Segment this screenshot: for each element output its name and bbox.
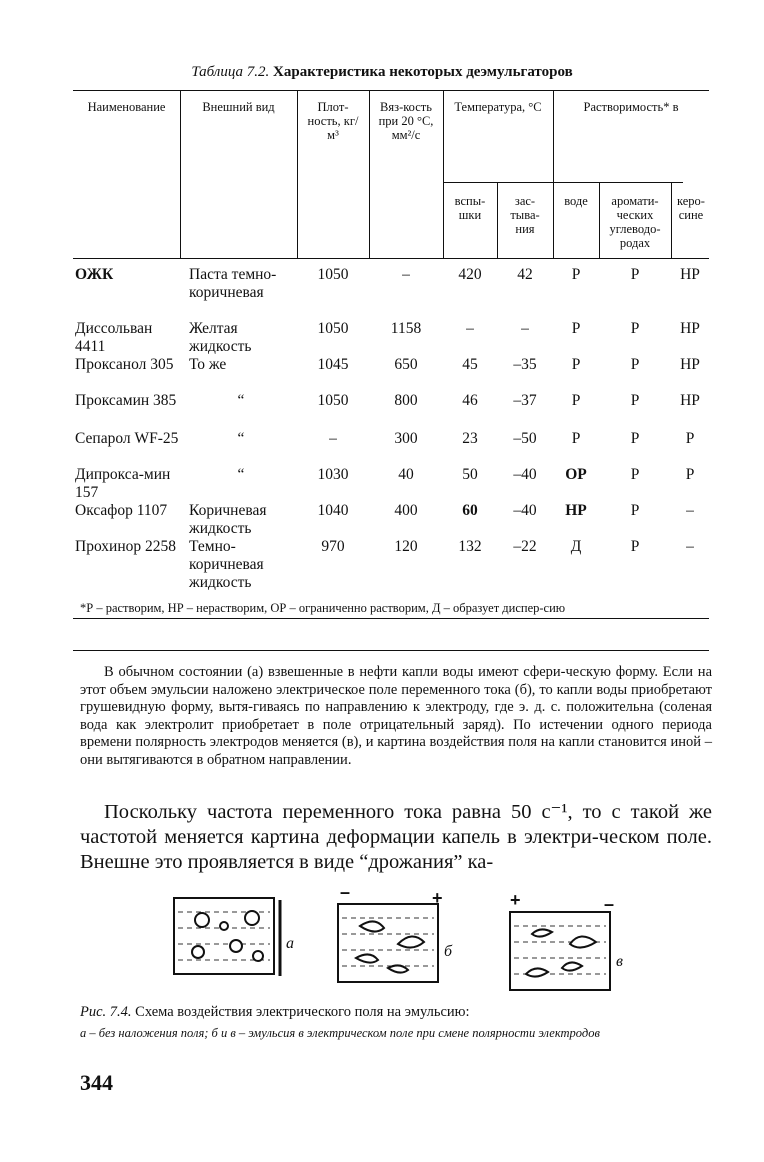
header-freeze: зас-тыва-ния xyxy=(510,194,540,236)
table-bottom-rule xyxy=(73,618,709,619)
cell-kerosene: – xyxy=(686,538,694,555)
cell-water: ОР xyxy=(565,466,587,483)
cell-density: 1050 xyxy=(317,320,349,337)
cell-name: Сепарол WF-25 xyxy=(75,430,179,447)
water-droplet xyxy=(195,913,209,927)
water-droplet xyxy=(253,951,263,961)
cell-flash: – xyxy=(466,320,474,337)
cell-appearance: Желтая жидкость xyxy=(189,320,252,355)
cell-water: Р xyxy=(571,430,581,447)
col-divider xyxy=(443,90,444,258)
body-paragraph-large: Поскольку частота переменного тока равна 50 с⁻¹, то с такой же частотой меняется картина деформации капель в электри-ческом поле. Внешне это проявляется в виде “дрожания” ка- xyxy=(80,801,712,873)
cell-name: Дипрокса-мин 157 xyxy=(75,466,171,501)
water-droplet xyxy=(230,940,242,952)
figure-caption-sub: а – без наложения поля; б и в – эмульсия в электрическом поле при смене полярности электродов xyxy=(80,1026,600,1040)
cell-kerosene: НР xyxy=(680,320,700,337)
header-appearance: Внешний вид xyxy=(202,100,275,114)
col-divider xyxy=(497,182,498,258)
col-divider xyxy=(599,182,600,258)
table-title xyxy=(0,64,764,81)
cell-viscosity: 650 xyxy=(394,356,418,373)
header-temperature: Температура, °С xyxy=(454,100,542,114)
cell-name: Проксанол 305 xyxy=(75,356,174,373)
cell-viscosity: 1158 xyxy=(390,320,422,337)
emulsion-figure xyxy=(160,886,640,996)
cell-density: 1030 xyxy=(317,466,349,483)
cell-flash: 46 xyxy=(462,392,478,409)
pear-droplet xyxy=(532,929,552,936)
cell-viscosity: 800 xyxy=(394,392,418,409)
pear-droplet xyxy=(356,954,378,962)
cell-kerosene: Р xyxy=(685,466,695,483)
figure-caption-text: Схема воздействия электрического поля на эмульсию: xyxy=(135,1004,470,1020)
water-droplet xyxy=(245,911,259,925)
cell-aromatic: Р xyxy=(630,430,640,447)
table-footnote: *Р – растворим, НР – нерастворим, ОР – ограниченно растворим, Д – образует диспер-сию xyxy=(80,601,566,615)
cell-water: НР xyxy=(565,502,587,519)
cell-aromatic: Р xyxy=(630,320,640,337)
pear-droplet xyxy=(570,936,596,947)
cell-density: 1050 xyxy=(317,392,349,409)
pear-droplet xyxy=(398,936,424,947)
cell-appearance: То же xyxy=(189,356,227,373)
cell-appearance: “ xyxy=(237,392,245,409)
cell-appearance: “ xyxy=(237,430,245,447)
cell-aromatic: Р xyxy=(630,466,640,483)
header-viscosity: Вяз-кость при 20 °С, мм²/с xyxy=(378,100,434,142)
col-divider xyxy=(671,182,672,258)
cell-appearance: Паста темно-коричневая xyxy=(189,266,277,301)
header-water: воде xyxy=(564,194,588,208)
panel-a-label: а xyxy=(286,935,294,952)
cell-flash: 132 xyxy=(458,538,482,555)
cell-freeze: –50 xyxy=(513,430,537,447)
cell-kerosene: НР xyxy=(680,266,700,283)
cell-freeze: –40 xyxy=(513,466,537,483)
cell-kerosene: – xyxy=(686,502,694,519)
cell-viscosity: 300 xyxy=(394,430,418,447)
col-divider xyxy=(297,90,298,258)
cell-appearance: “ xyxy=(237,466,245,483)
cell-name: Проксамин 385 xyxy=(75,392,177,409)
cell-water: Р xyxy=(571,320,581,337)
cell-viscosity: – xyxy=(402,266,410,283)
panel-v-plus: + xyxy=(510,890,521,910)
cell-density: 1040 xyxy=(317,502,349,519)
panel-b-label: б xyxy=(444,943,453,960)
table-number: Таблица 7.2. xyxy=(191,64,270,80)
cell-flash: 50 xyxy=(462,466,478,483)
table-title-text: Характеристика некоторых деэмульгаторов xyxy=(273,64,573,80)
header-aromatic: аромати-ческих углеводо-родах xyxy=(609,194,661,250)
emulsion-diagram xyxy=(160,886,640,996)
cell-appearance: Темно-коричневая жидкость xyxy=(189,538,264,591)
cell-viscosity: 120 xyxy=(394,538,418,555)
cell-viscosity: 40 xyxy=(398,466,414,483)
cell-freeze: –35 xyxy=(513,356,537,373)
col-divider xyxy=(553,90,554,258)
col-divider xyxy=(369,90,370,258)
cell-name: Оксафор 1107 xyxy=(75,502,168,519)
cell-density: 970 xyxy=(321,538,345,555)
cell-water: Р xyxy=(571,392,581,409)
cell-freeze: 42 xyxy=(517,266,533,283)
body-paragraph-small: В обычном состоянии (а) взвешенные в нефти капли воды имеют сфери-ческую форму. Если на этот объем эмульсии наложено электрическое поле переменного тока (б), то капли воды приобретают грушевидную форму, вытя-гиваясь по направлению к электроду, где э. д. с. положительна (соленая вода как электролит приобретает в поле отрицательный заряд). По истечении одного периода времени полярность электродов меняется (в), и картина воздействия поля на капли становится иной – они вытягиваются в обратном направлении. xyxy=(80,664,712,768)
cell-viscosity: 400 xyxy=(394,502,418,519)
cell-name: Диссольван 4411 xyxy=(75,320,153,355)
panel-b-plus: + xyxy=(432,888,443,908)
table-top-rule xyxy=(73,90,709,91)
cell-aromatic: Р xyxy=(630,538,640,555)
subheader-rule xyxy=(443,182,683,183)
header-flash: вспы-шки xyxy=(454,194,486,222)
cell-aromatic: Р xyxy=(630,502,640,519)
pear-droplet xyxy=(562,962,582,970)
cell-water: Д xyxy=(570,538,582,555)
water-droplet xyxy=(192,946,204,958)
cell-name: ОЖК xyxy=(75,266,114,283)
cell-aromatic: Р xyxy=(630,392,640,409)
cell-freeze: – xyxy=(521,320,529,337)
cell-density: 1045 xyxy=(317,356,349,373)
cell-kerosene: НР xyxy=(680,392,700,409)
cell-freeze: –22 xyxy=(513,538,537,555)
panel-v-label: в xyxy=(616,953,623,970)
header-name: Наименование xyxy=(87,100,166,114)
cell-water: Р xyxy=(571,266,581,283)
pear-droplet xyxy=(526,968,548,976)
cell-flash: 23 xyxy=(462,430,478,447)
panel-a-frame xyxy=(174,898,274,974)
panel-b-minus: – xyxy=(340,886,351,902)
cell-appearance: Коричневая жидкость xyxy=(189,502,267,537)
cell-name: Прохинор 2258 xyxy=(75,538,177,555)
cell-flash: 60 xyxy=(462,502,478,519)
pear-droplet xyxy=(388,965,408,972)
cell-freeze: –40 xyxy=(513,502,537,519)
cell-density: 1050 xyxy=(317,266,349,283)
figure-caption xyxy=(80,1004,720,1021)
col-divider xyxy=(180,90,181,258)
header-kerosene: керо-сине xyxy=(677,194,705,222)
figure-caption-label: Рис. 7.4. xyxy=(80,1004,132,1020)
cell-freeze: –37 xyxy=(513,392,537,409)
water-droplet xyxy=(220,922,228,930)
header-density: Плот-ность, кг/м³ xyxy=(307,100,359,142)
cell-density: – xyxy=(329,430,337,447)
cell-flash: 420 xyxy=(458,266,482,283)
cell-kerosene: НР xyxy=(680,356,700,373)
panel-v-minus: – xyxy=(604,894,615,914)
cell-kerosene: Р xyxy=(685,430,695,447)
header-solubility: Растворимость* в xyxy=(583,100,679,114)
pear-droplet xyxy=(360,921,384,931)
header-bottom-rule xyxy=(73,258,709,259)
footnote-bottom-rule xyxy=(73,650,709,651)
cell-aromatic: Р xyxy=(630,266,640,283)
cell-water: Р xyxy=(571,356,581,373)
cell-aromatic: Р xyxy=(630,356,640,373)
panel-v-frame xyxy=(510,912,610,990)
page-number: 344 xyxy=(80,1070,113,1095)
cell-flash: 45 xyxy=(462,356,478,373)
